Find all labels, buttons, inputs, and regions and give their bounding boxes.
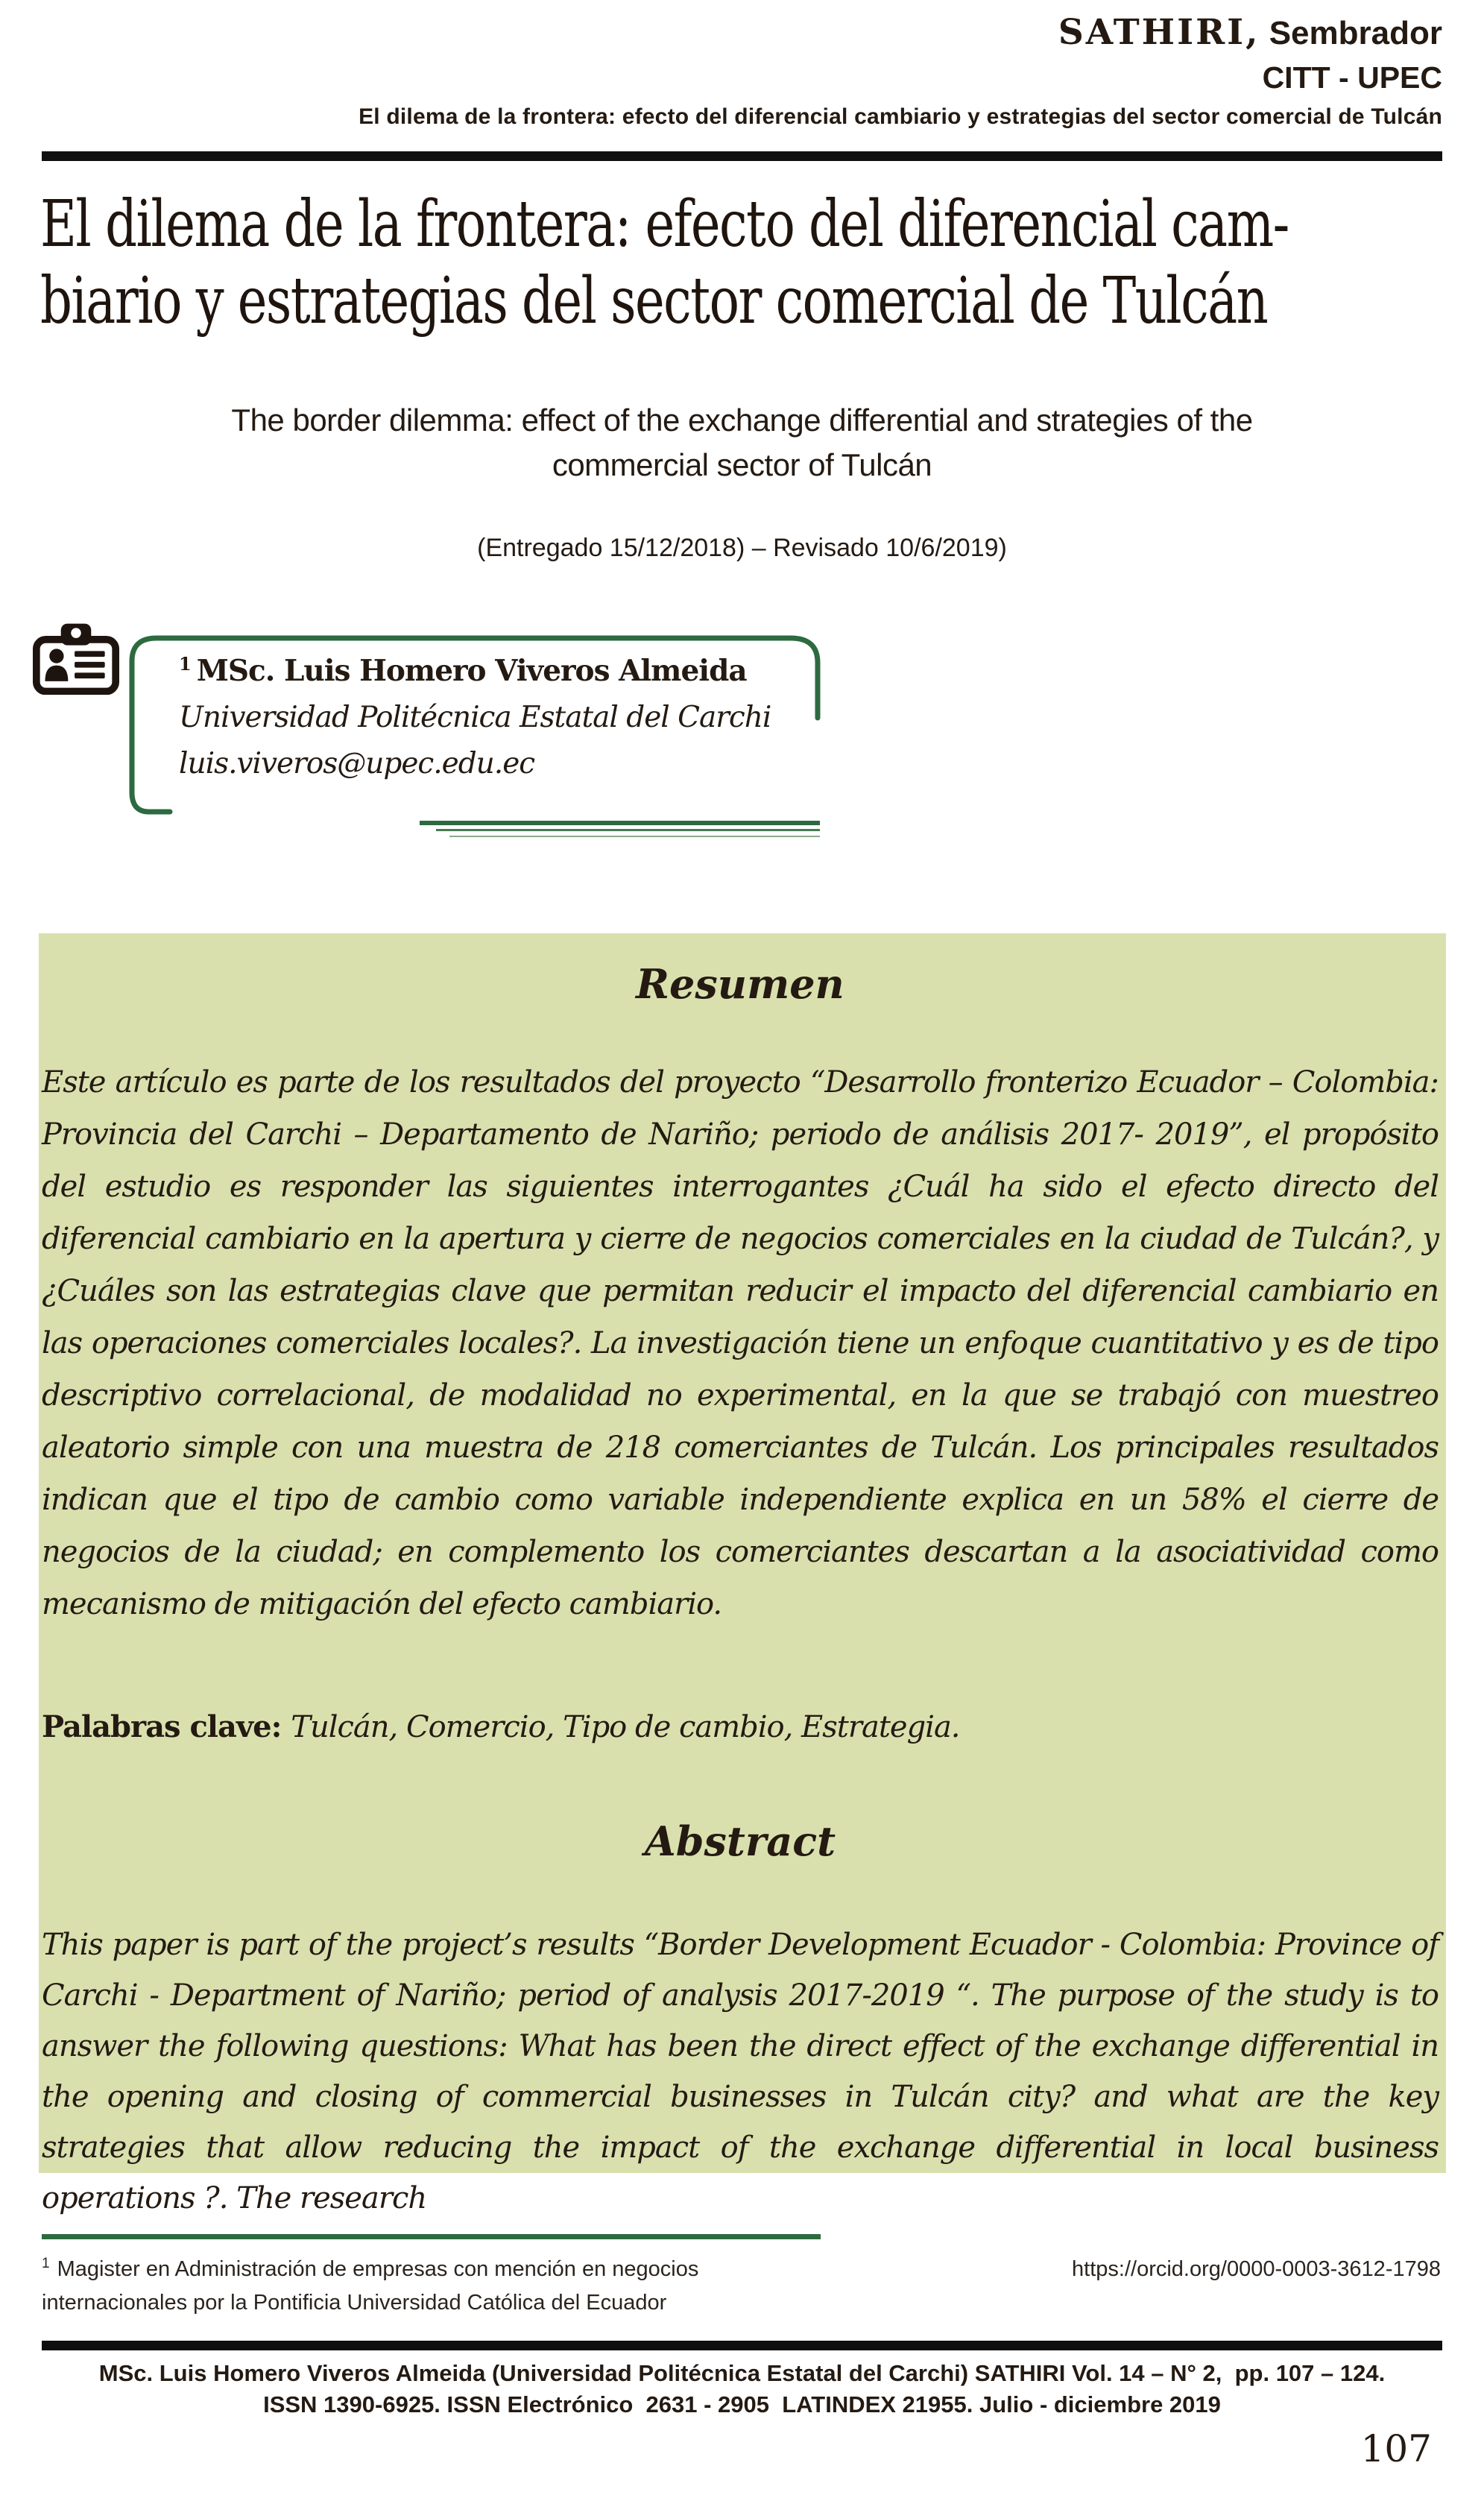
- page-header: [359, 12, 1442, 130]
- footnote-separator-rule: [42, 2234, 821, 2239]
- footnote-line2: internacionales por la Pontificia Universidad Católica del Ecuador: [42, 2290, 667, 2315]
- id-card-icon: [33, 622, 119, 695]
- journal-logo: [359, 12, 1442, 53]
- submission-dates: (Entregado 15/12/2018) – Revisado 10/6/2019): [477, 534, 1007, 562]
- resumen-paragraph: Este artículo es parte de los resultados del proyecto “Desarrollo fronterizo Ecuador – Colombia: Provincia del Carchi – Departamento de Nariño; periodo de análisis 2017- 2019”, el propósito del estudio es responder las siguientes interrogantes ¿Cuál ha sido el efecto directo del diferencial cambiario en la apertura y cierre de negocios comerciales en la ciudad de Tulcán?, y ¿Cuáles son las estrategias clave que permitan reducir el impacto del diferencial cambiario en las operaciones comerciales locales?. La investigación tiene un enfoque cuantitativo y es de tipo descriptivo correlacional, de modalidad no experimental, en la que se trabajó con muestreo aleatorio simple con una muestra de 218 comerciantes de Tulcán. Los principales resultados indican que el tipo de cambio como variable independiente explica en un 58% el cierre de negocios de la ciudad; en complemento los comerciantes descartan a la asociatividad como mecanismo de mitigación del efecto cambiario.: [42, 1065, 1439, 1621]
- article-title-en-line1: The border dilemma: effect of the exchange differential and strategies of the: [231, 403, 1253, 438]
- keywords-line: [42, 1709, 1439, 1744]
- abstract-heading: Abstract: [644, 1817, 836, 1865]
- keywords-value: Tulcán, Comercio, Tipo de cambio, Estrategia.: [291, 1710, 960, 1744]
- footer-divider-rule: [42, 2341, 1442, 2350]
- author-affiliation: Universidad Politécnica Estatal del Carchi: [179, 701, 771, 734]
- author-block: [179, 653, 771, 780]
- author-email: luis.viveros@upec.edu.ec: [179, 747, 535, 780]
- footer-issn: ISSN 1390-6925. ISSN Electrónico 2631 - 2905 LATINDEX 21955. Julio - diciembre 2019: [263, 2391, 1221, 2417]
- journal-logo-sembrador: Sembrador: [1260, 15, 1442, 51]
- footnote: [42, 2253, 757, 2320]
- page-number: 107: [1360, 2427, 1432, 2470]
- article-title-en-line2: commercial sector of Tulcán: [552, 447, 932, 482]
- journal-logo-sathiri: SATHIRI,: [1058, 12, 1260, 53]
- article-title-es: [40, 186, 1436, 340]
- article-title-en: [42, 398, 1442, 487]
- author-footnote-marker: 1: [179, 653, 191, 675]
- header-divider-rule: [42, 151, 1442, 161]
- article-title-es-line1: El dilema de la frontera: efecto del diferencial cam-: [40, 187, 1289, 262]
- footer-citation: MSc. Luis Homero Viveros Almeida (Universidad Politécnica Estatal del Carchi) SATHIRI Vol. 14 – N° 2, pp. 107 – 124.: [98, 2360, 1386, 2386]
- running-title: El dilema de la frontera: efecto del diferencial cambiario y estrategias del sector comercial de Tulcán: [359, 104, 1442, 129]
- decorative-line-3: [449, 836, 820, 837]
- decorative-line-1: [420, 821, 820, 825]
- footnote-line1: Magister en Administración de empresas con mención en negocios: [57, 2257, 699, 2281]
- author-name: [179, 653, 771, 688]
- keywords-label: Palabras clave:: [42, 1709, 291, 1744]
- footnote-marker: 1: [42, 2256, 50, 2272]
- article-title-es-line2: biario y estrategias del sector comercial de Tulcán: [40, 264, 1268, 339]
- author-name-text: MSc. Luis Homero Viveros Almeida: [196, 654, 747, 688]
- institution-label: CITT - UPEC: [1262, 60, 1442, 95]
- orcid-link: https://orcid.org/0000-0003-3612-1798: [1072, 2257, 1441, 2281]
- decorative-line-2: [436, 829, 820, 831]
- resumen-heading: Resumen: [636, 960, 844, 1008]
- abstract-paragraph: This paper is part of the project’s results “Border Development Ecuador - Colombia: Province of Carchi - Department of Nariño; period of analysis 2017-2019 “. The purpose of the study is to answer the following questions: What has been the direct effect of the exchange differential in the opening and closing of commercial businesses in Tulcán city? and what are the key strategies that allow reducing the impact of the exchange differential in local business operations ?. The research: [42, 1928, 1439, 2215]
